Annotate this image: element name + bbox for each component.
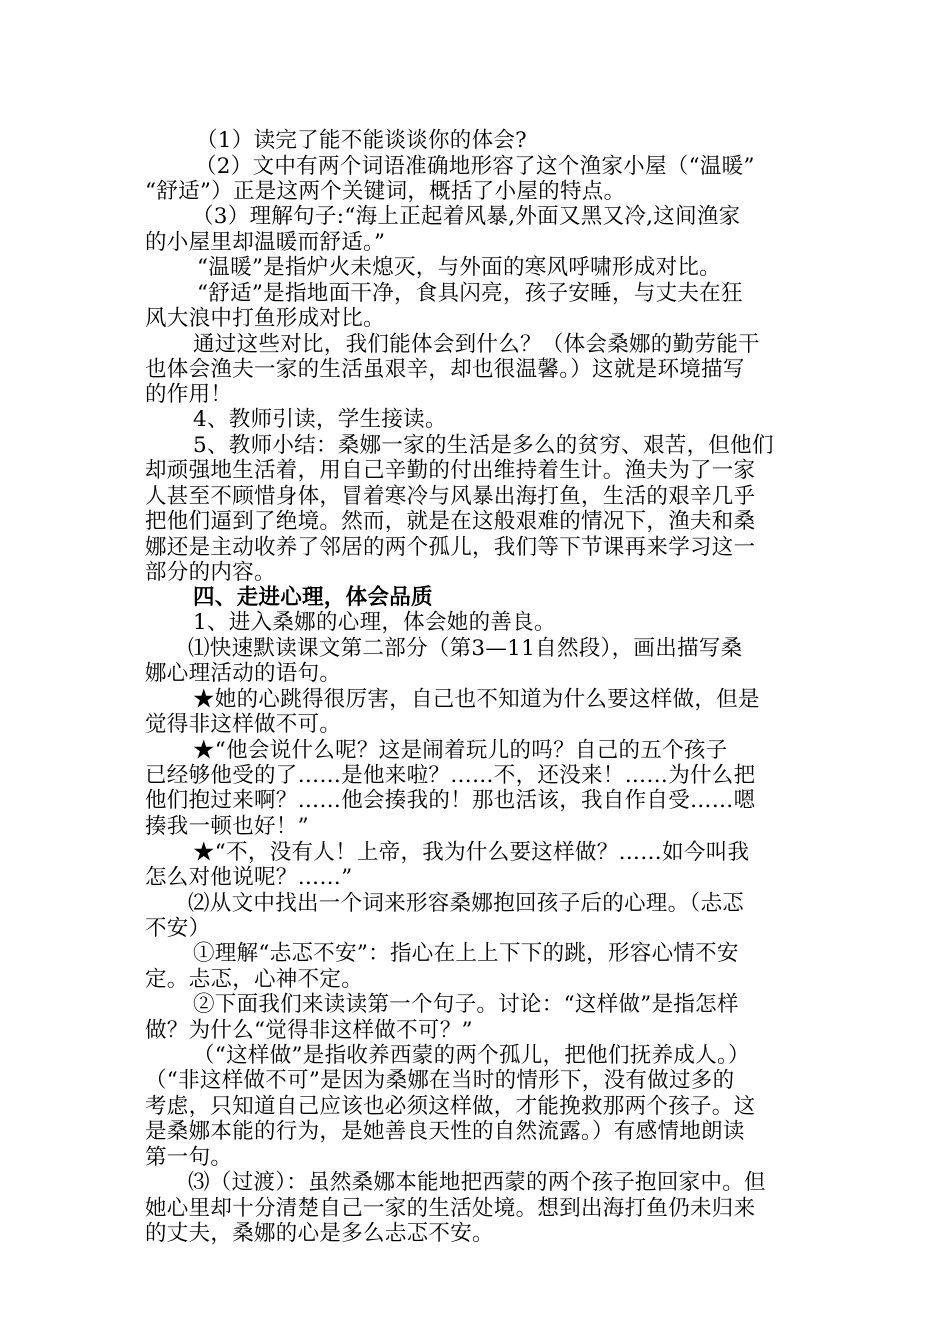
text-line: 是桑娜本能的行为，是她善良天性的自然流露。）有感情地朗读 [145, 1119, 745, 1144]
text-line: “舒适”）正是这两个关键词，概括了小屋的特点。 [145, 179, 626, 204]
text-line: ⑶（过渡）：虽然桑娜本能地把西蒙的两个孩子抱回家中。但 [188, 1170, 766, 1195]
text-line: ★“不，没有人！上帝，我为什么要这样做？……如今叫我 [193, 840, 750, 865]
text-line: 不安） [145, 916, 211, 941]
text-line: ⑴快速默读课文第二部分（第3—11自然段），画出描写桑 [188, 636, 743, 661]
text-line: “舒适”是指地面干净，食具闪亮，孩子安睡，与丈夫在狂 [197, 281, 743, 306]
text-line: 定。忐忑，心神不定。 [145, 967, 364, 992]
text-line: 通过这些对比，我们能体会到什么？（体会桑娜的勤劳能干 [193, 332, 760, 357]
text-line: ①理解“忐忑不安”：指心在上上下下的跳，形容心情不安 [193, 941, 739, 966]
text-line: 的小屋里却温暖而舒适。” [145, 230, 386, 255]
text-line: 4、教师引读，学生接读。 [193, 407, 447, 432]
text-line: 5、教师小结：桑娜一家的生活是多么的贫穷、艰苦，但他们 [193, 433, 774, 458]
text-line: 她心里却十分清楚自己一家的生活处境。想到出海打鱼仍未归来 [145, 1196, 756, 1221]
text-line: 的丈夫，桑娜的心是多么忐忑不安。 [145, 1221, 494, 1246]
text-line: ②下面我们来读读第一个句子。讨论：“这样做”是指怎样 [193, 992, 739, 1017]
section-heading: 四、走进心理，体会品质 [193, 585, 433, 610]
text-line: 却顽强地生活着，用自己辛勤的付出维持着生计。渔夫为了一家 [145, 458, 756, 483]
text-line: 人甚至不顾惜身体，冒着寒冷与风暴出海打鱼，生活的艰辛几乎 [145, 484, 756, 509]
text-line: 第一句。 [145, 1145, 233, 1170]
text-line: 做？为什么“觉得非这样做不可？” [145, 1018, 473, 1043]
text-line: 把他们逼到了绝境。然而，就是在这般艰难的情况下，渔夫和桑 [145, 509, 756, 534]
text-line: 风大浪中打鱼形成对比。 [145, 306, 385, 331]
text-line: ⑵从文中找出一个词来形容桑娜抱回孩子后的心理。（忐忑 [188, 891, 745, 916]
text-line: 1、进入桑娜的心理，体会她的善良。 [193, 610, 556, 635]
text-line: ★她的心跳得很厉害，自己也不知道为什么要这样做，但是 [193, 687, 760, 712]
text-line: 觉得非这样做不可。 [145, 712, 342, 737]
text-line: 娜心理活动的语句。 [145, 661, 342, 686]
text-line: 考虑，只知道自己应该也必须这样做，才能挽救那两个孩子。这 [145, 1094, 756, 1119]
text-line: 他们抱过来啊？……他会揍我的！那也活该，我自作自受……嗯 [145, 788, 756, 813]
text-line: 也体会渔夫一家的生活虽艰辛，却也很温馨。）这就是环境描写 [145, 357, 745, 382]
text-line: （1）读完了能不能谈谈你的体会? [196, 128, 528, 153]
text-line: 已经够他受的了……是他来啦？……不，还没来！……为什么把 [145, 763, 756, 788]
text-line: 揍我一顿也好！” [145, 814, 309, 839]
text-line: ★“他会说什么呢？这是闹着玩儿的吗？自己的五个孩子 [193, 738, 728, 763]
text-line: 部分的内容。 [145, 560, 276, 585]
text-line: （3）理解句子:“海上正起着风暴,外面又黑又冷,这间渔家 [192, 204, 741, 229]
text-line: （2）文中有两个词语准确地形容了这个渔家小屋（“温暖” [195, 154, 755, 179]
text-line: “温暖”是指炉火未熄灭，与外面的寒风呼啸形成对比。 [197, 255, 721, 280]
text-line: 娜还是主动收养了邻居的两个孤儿，我们等下节课再来学习这一 [145, 535, 756, 560]
text-line: （“这样做”是指收养西蒙的两个孤儿，把他们抚养成人。） [193, 1043, 750, 1068]
text-line: 的作用！ [145, 382, 233, 407]
text-line: 怎么对他说呢？……” [145, 865, 353, 890]
text-line: （“非这样做不可”是因为桑娜在当时的情形下，没有做过多的 [145, 1068, 735, 1093]
